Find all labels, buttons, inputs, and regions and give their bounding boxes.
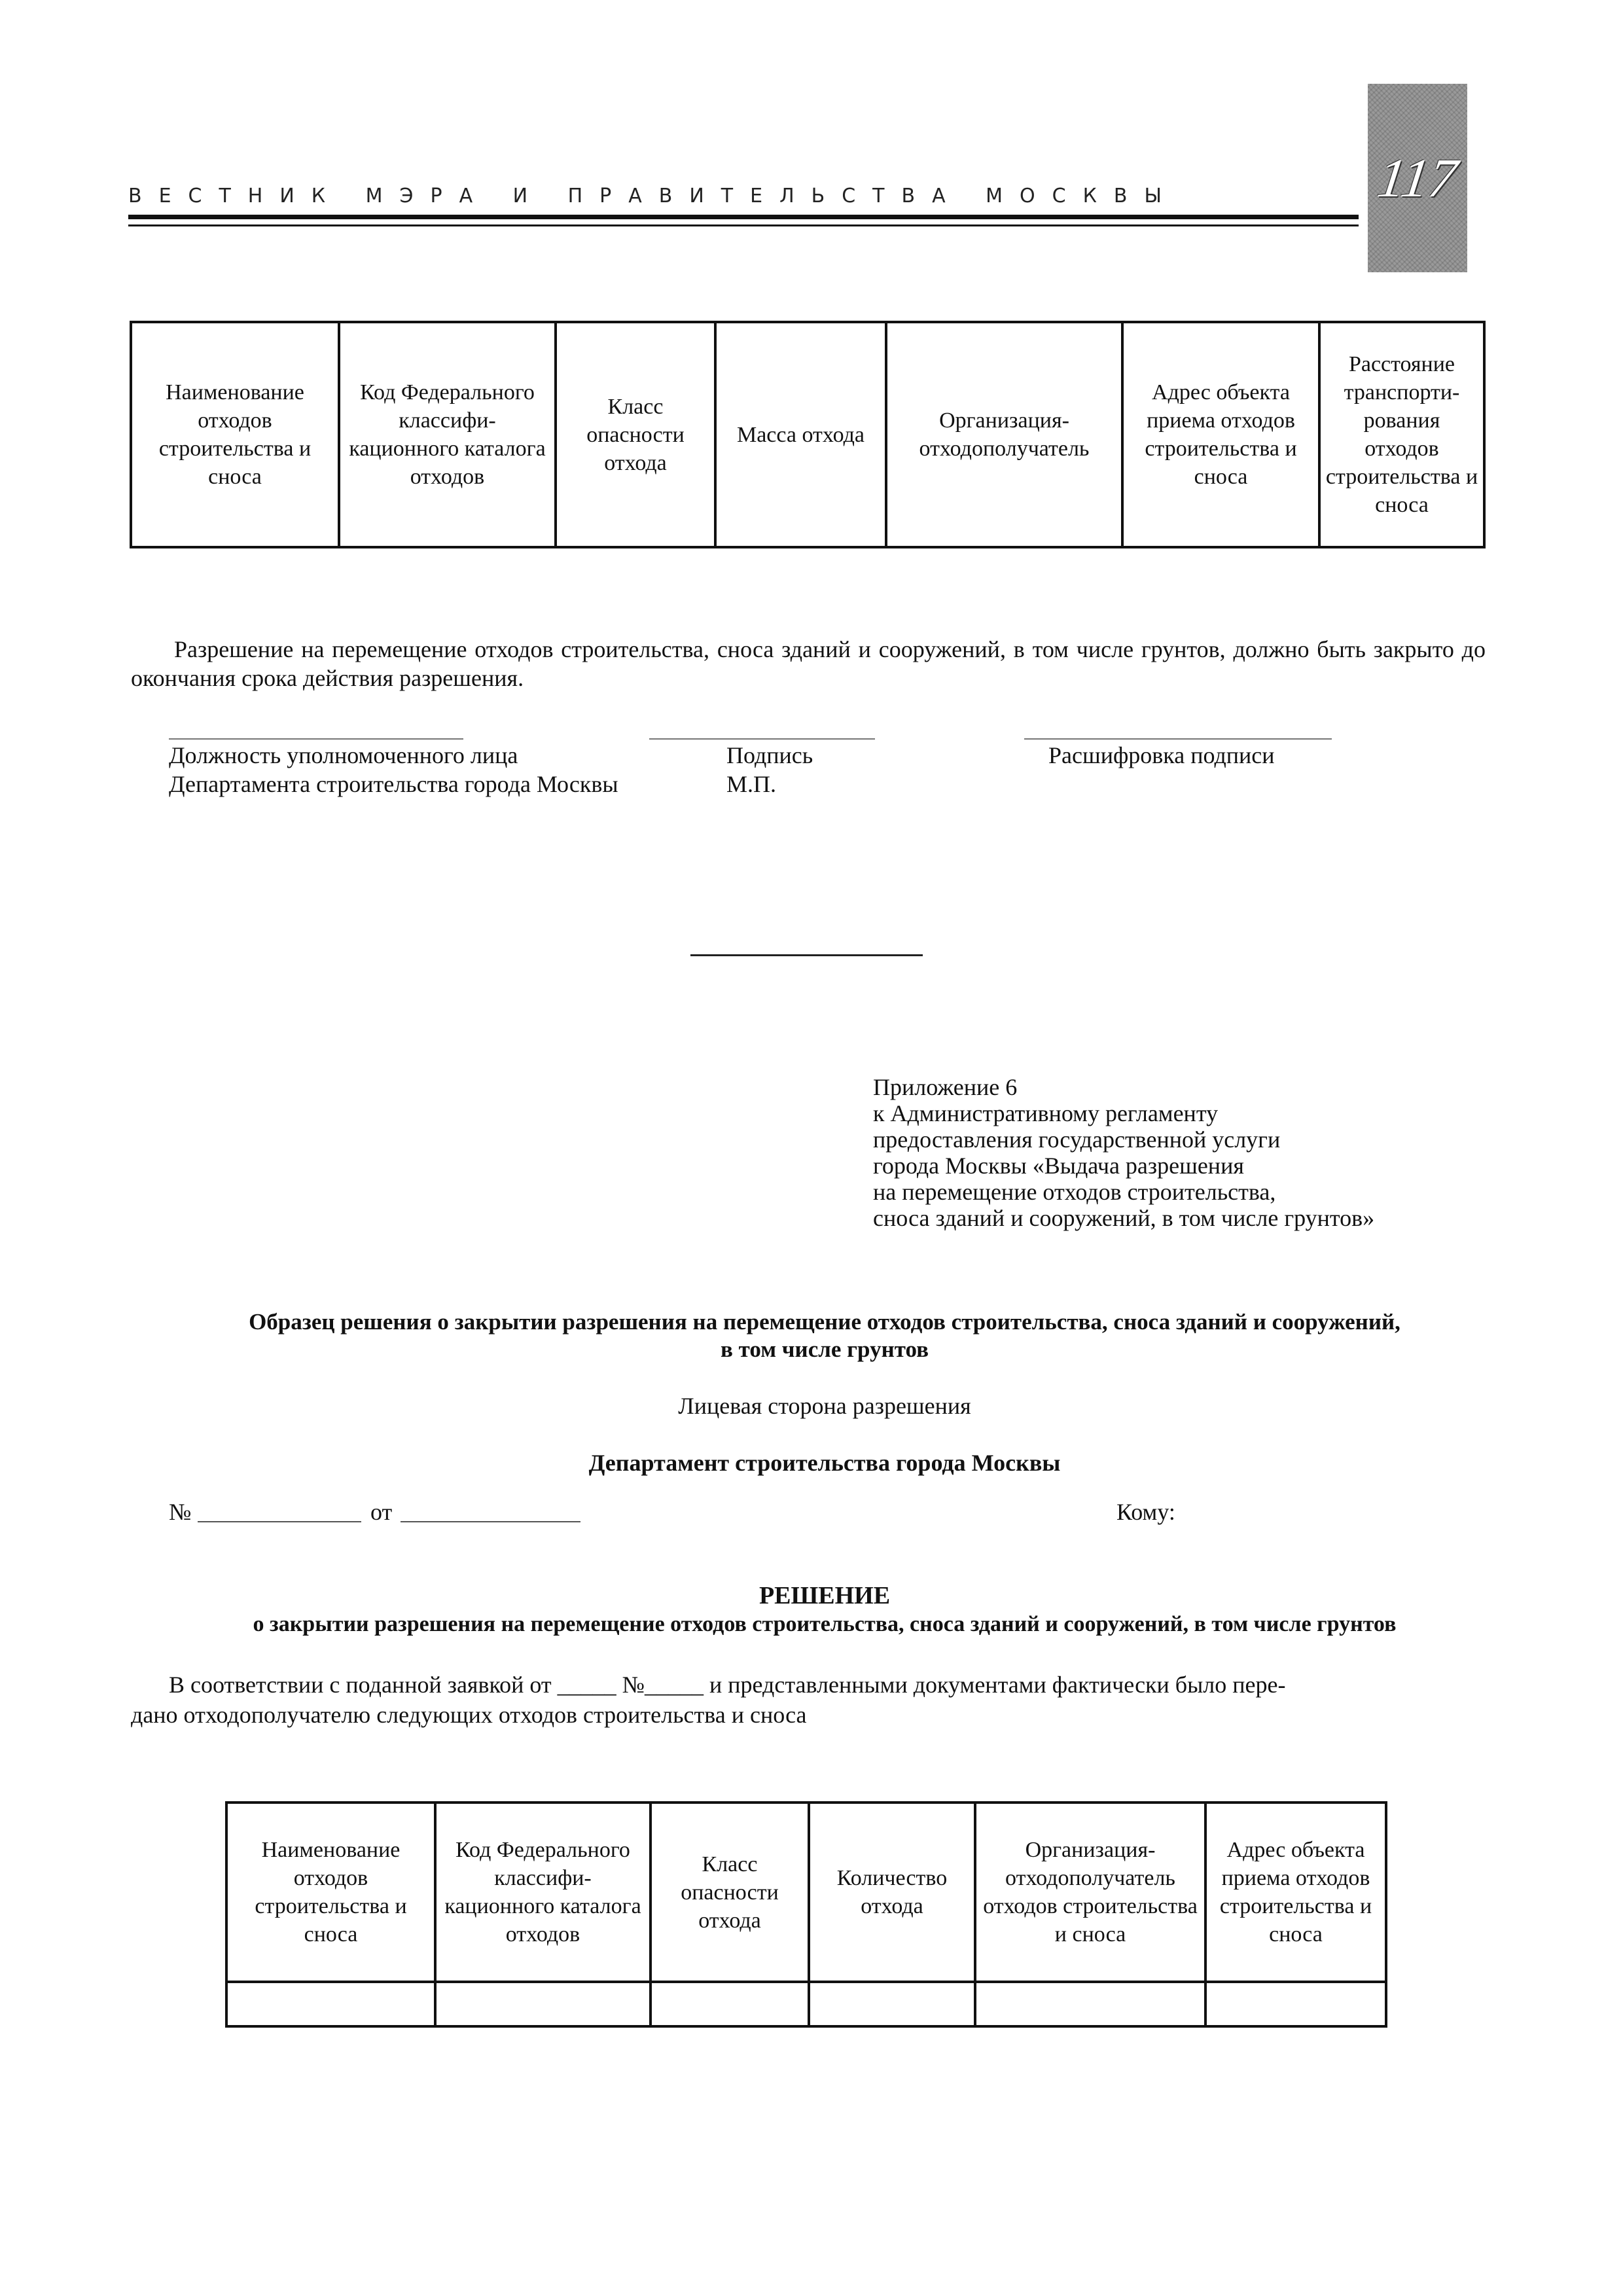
table-header-cell: Масса отхода bbox=[715, 322, 886, 547]
table-row bbox=[226, 1982, 1386, 2026]
appendix-block bbox=[873, 1074, 1374, 1231]
signature-line-sign bbox=[649, 738, 875, 740]
header-rule-thick bbox=[128, 215, 1359, 219]
appendix-line: города Москвы «Выдача разрешения bbox=[873, 1153, 1244, 1179]
appendix-line: на перемещение отходов строительства, bbox=[873, 1179, 1276, 1205]
table-header-cell: Количество отхода bbox=[809, 1803, 975, 1982]
table-cell[interactable] bbox=[975, 1982, 1205, 2026]
decision-body-line2: дано отходополучателю следующих отходов строительства и сноса bbox=[131, 1702, 807, 1728]
sample-title: Образец решения о закрытии разрешения на перемещение отходов строительства, сноса зданий и сооружений, bbox=[249, 1309, 1400, 1335]
date-field bbox=[401, 1521, 580, 1522]
table-header-row bbox=[226, 1803, 1386, 1982]
stamp-label: М.П. bbox=[726, 771, 777, 797]
table-header-cell: Организация-отходополучатель bbox=[886, 322, 1122, 547]
number-prefix: № bbox=[169, 1499, 192, 1525]
table-header-cell: Наименование отходов строительства и сноса bbox=[131, 322, 339, 547]
decision-body-line1: В соответствии с поданной заявкой от _____ №_____ и представленными документами фактически было пере- bbox=[169, 1672, 1286, 1698]
decision-subheading: о закрытии разрешения на перемещение отходов строительства, сноса зданий и сооружений, в том числе грунтов bbox=[253, 1612, 1397, 1636]
journal-title: ВЕСТНИК МЭРА И ПРАВИТЕЛЬСТВА МОСКВЫ bbox=[128, 185, 1179, 207]
department-heading: Департамент строительства города Москвы bbox=[588, 1450, 1061, 1476]
closing-note: Разрешение на перемещение отходов строительства, сноса зданий и сооружений, в том числе грунтов, должно быть закрыто до окончания срока действия разрешения. bbox=[131, 636, 1486, 691]
header-rule-thin bbox=[128, 224, 1359, 226]
appendix-line: предоставления государственной услуги bbox=[873, 1126, 1281, 1153]
table-header-cell: Адрес объекта приема отходов строительства и сноса bbox=[1122, 322, 1319, 547]
table-header-cell: Код Федерального классифи-кационного каталога отходов bbox=[339, 322, 556, 547]
table-header-cell: Расстояние транспорти-рования отходов строительства и сноса bbox=[1319, 322, 1484, 547]
table-cell[interactable] bbox=[1205, 1982, 1386, 2026]
number-field bbox=[198, 1521, 361, 1522]
appendix-line: Приложение 6 bbox=[873, 1074, 1018, 1100]
table-cell[interactable] bbox=[651, 1982, 809, 2026]
appendix-line: сноса зданий и сооружений, в том числе грунтов» bbox=[873, 1205, 1375, 1231]
department-label: Департамента строительства города Москвы bbox=[169, 771, 618, 797]
signature-line-decoding bbox=[1024, 738, 1332, 740]
table-header-cell: Класс опасности отхода bbox=[651, 1803, 809, 1982]
table-header-cell: Наименование отходов строительства и сноса bbox=[226, 1803, 435, 1982]
from-label: от bbox=[370, 1499, 393, 1525]
table-cell[interactable] bbox=[435, 1982, 651, 2026]
table-cell[interactable] bbox=[809, 1982, 975, 2026]
page-number: 117 bbox=[1374, 147, 1461, 209]
appendix-line: к Административному регламенту bbox=[873, 1100, 1219, 1126]
table-cell[interactable] bbox=[226, 1982, 435, 2026]
section-divider bbox=[690, 954, 923, 956]
to-label: Кому: bbox=[1116, 1499, 1175, 1525]
table-header-cell: Адрес объекта приема отходов строительства и сноса bbox=[1205, 1803, 1386, 1982]
table-header-cell: Организация-отходополучатель отходов строительства и сноса bbox=[975, 1803, 1205, 1982]
waste-table-1 bbox=[130, 321, 1486, 548]
sample-title-cont: в том числе грунтов bbox=[721, 1336, 929, 1362]
waste-table-2 bbox=[225, 1801, 1387, 2028]
face-side-label: Лицевая сторона разрешения bbox=[678, 1393, 971, 1419]
decoding-label: Расшифровка подписи bbox=[1048, 742, 1275, 768]
signature-line-position bbox=[169, 738, 463, 740]
decision-heading: РЕШЕНИЕ bbox=[758, 1582, 891, 1609]
signature-label: Подпись bbox=[726, 742, 813, 768]
position-label: Должность уполномоченного лица bbox=[169, 742, 518, 768]
table-header-row bbox=[131, 322, 1484, 547]
page-number-box bbox=[1368, 84, 1467, 272]
table-header-cell: Класс опасности отхода bbox=[556, 322, 715, 547]
table-header-cell: Код Федерального классифи-кационного каталога отходов bbox=[435, 1803, 651, 1982]
